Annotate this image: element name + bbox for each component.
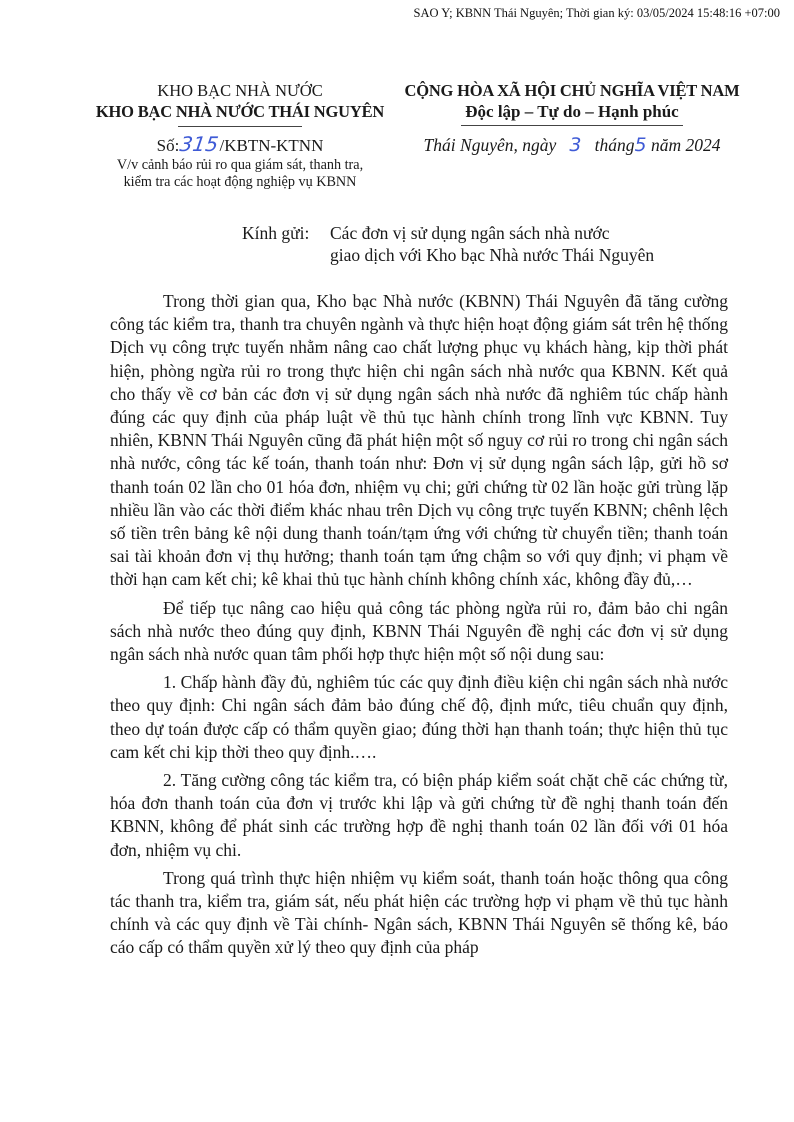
body-paragraph-enforcement: Trong quá trình thực hiện nhiệm vụ kiểm soát, thanh toán hoặc thông qua công tác thanh tra, kiểm tra, giám sát, nếu phát hiện các trường hợp vi phạm về thủ tục hành chính và các quy định về Tài chính- Ngân sách, KBNN Thái Nguyên sẽ thống kê, báo cáo cấp có thẩm quyền xử lý theo quy định của pháp (110, 867, 728, 958)
national-header-block (392, 80, 752, 156)
doc-number-suffix: /KBTN-KTNN (219, 136, 324, 155)
date-year: năm 2024 (650, 135, 721, 155)
body-item-2: 2. Tăng cường công tác kiểm tra, có biện pháp kiểm soát chặt chẽ các chứng từ, hóa đơn thanh toán của đơn vị trước khi lập và gửi chứng từ đề nghị thanh toán đến KBNN, không để phát sinh các trường hợp đề nghị thanh toán 02 lần đối với 01 hóa đơn, nhiệm vụ chi. (110, 770, 728, 860)
body-paragraph-intro: Trong thời gian qua, Kho bạc Nhà nước (KBNN) Thái Nguyên đã tăng cường công tác kiểm tra, thanh tra chuyên ngành và thực hiện hoạt động giám sát trên hệ thống Dịch vụ công trực tuyến nhằm nâng cao chất lượng phục vụ khách hàng, kịp thời phát hiện, phòng ngừa rủi ro trong thực hiện chi ngân sách nhà nước qua KBNN. Kết quả cho thấy về cơ bản các đơn vị sử dụng ngân sách nhà nước đã nghiêm túc chấp hành đúng các quy định của pháp luật về thủ tục hành chính trong lĩnh vực KBNN. Tuy nhiên, KBNN Thái Nguyên cũng đã phát hiện một số nguy cơ rủi ro trong chi ngân sách nhà nước, công tác kế toán, thanh toán như: Đơn vị sử dụng ngân sách lập, gửi hồ sơ thanh toán 02 lần cho 01 hóa đơn, nhiệm vụ chi; gửi chứng từ 02 lần hoặc gửi trùng lặp nhiều lần vào các thời điểm khác nhau trên Dịch vụ công trực tuyến KBNN; chênh lệch số tiền trên bảng kê nội dung thanh toán/tạm ứng với chứng từ chuyển tiền; thanh toán sai tài khoản đơn vị thụ hưởng; thanh toán tạm ứng chậm so với quy định; vi phạm về thời hạn cam kết chi; kê khai thủ tục hành chính không chính xác, không đầy đủ,… (110, 291, 728, 590)
document-date (392, 134, 752, 156)
document-number (82, 133, 398, 157)
national-motto: Độc lập – Tự do – Hạnh phúc (465, 102, 679, 121)
date-day-handwritten: 3 (569, 134, 582, 156)
recipient-line-1: Các đơn vị sử dụng ngân sách nhà nước (330, 223, 610, 243)
recipient-block (242, 222, 654, 266)
body-paragraph-request: Để tiếp tục nâng cao hiệu quả công tác phòng ngừa rủi ro, đảm bảo chi ngân sách nhà nước theo đúng quy định, KBNN Thái Nguyên đề nghị các đơn vị sử dụng ngân sách nhà nước quan tâm phối hợp thực hiện một số nội dung sau: (110, 597, 728, 665)
recipient-line-2: giao dịch với Kho bạc Nhà nước Thái Nguyên (330, 245, 655, 265)
date-month-handwritten: 5 (634, 134, 647, 156)
agency-name: KHO BẠC NHÀ NƯỚC THÁI NGUYÊN (95, 102, 385, 121)
letter-body (110, 290, 728, 965)
doc-number-handwritten: 315 (178, 132, 221, 156)
motto-underline (461, 125, 683, 126)
nation-title: CỘNG HÒA XÃ HỘI CHỦ NGHĨA VIỆT NAM (404, 81, 740, 100)
date-place: Thái Nguyên, ngày (423, 135, 557, 155)
doc-number-prefix: Số: (156, 136, 180, 155)
body-item-1: 1. Chấp hành đầy đủ, nghiêm túc các quy định điều kiện chi ngân sách nhà nước theo quy định: Chi ngân sách đảm bảo đúng chế độ, định mức, tiêu chuẩn quy định, theo dự toán được cấp có thẩm quyền giao; đúng thời hạn thanh toán; thực hiện thủ tục cam kết chi kịp thời theo quy định.…. (110, 672, 728, 762)
date-month-label: tháng (594, 135, 635, 155)
agency-underline (178, 126, 302, 127)
subject-line-1: V/v cảnh báo rủi ro qua giám sát, thanh tra, (116, 157, 364, 173)
issuing-agency-block (82, 80, 398, 191)
digital-signature-stamp: SAO Y; KBNN Thái Nguyên; Thời gian ký: 03/05/2024 15:48:16 +07:00 (413, 6, 780, 20)
subject-line-2: kiểm tra các hoạt động nghiệp vụ KBNN (123, 174, 357, 190)
recipient-label: Kính gửi: (242, 223, 310, 243)
parent-agency-name: KHO BẠC NHÀ NƯỚC (157, 81, 323, 100)
